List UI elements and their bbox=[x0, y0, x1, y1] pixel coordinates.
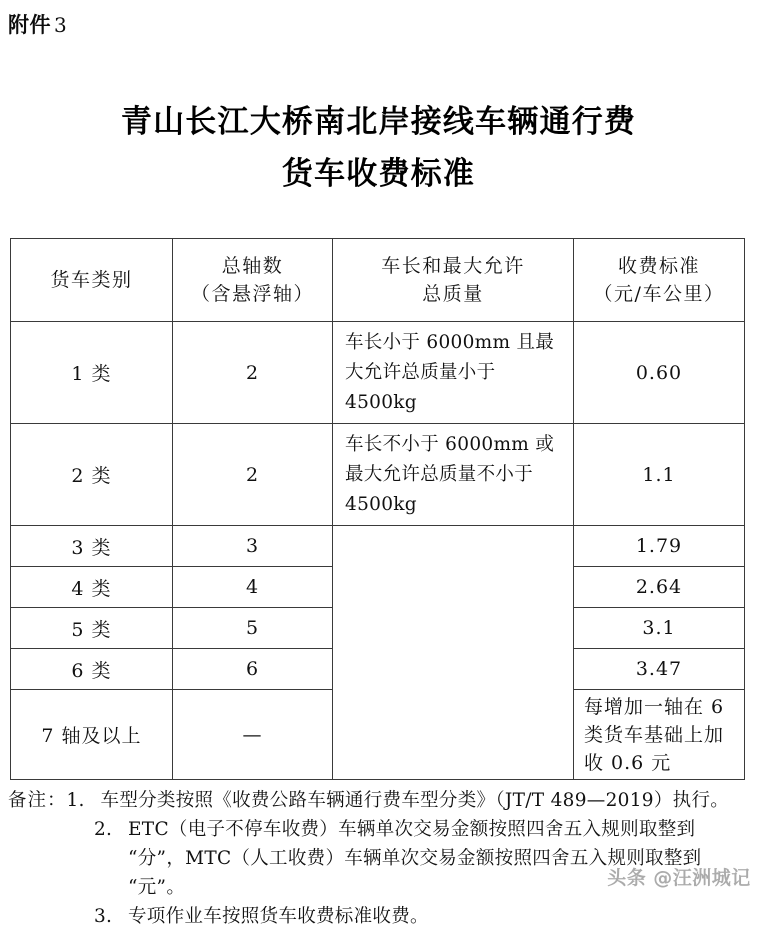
cell-rate: 3.47 bbox=[574, 649, 745, 690]
cell-rate: 1.1 bbox=[574, 424, 745, 526]
remarks-label: 备注： bbox=[8, 790, 67, 811]
remark-text-2-continued-1: “分”，MTC（人工收费）车辆单次交易金额按照四舍五入规则取整到 bbox=[128, 848, 702, 869]
remark-number-3: 3. bbox=[94, 906, 113, 927]
truck-toll-rate-table bbox=[10, 238, 745, 780]
cell-axles: 4 bbox=[173, 567, 333, 608]
column-header-dimensions-line-1: 车长和最大允许 bbox=[381, 255, 525, 277]
column-header-axles-line-2: （含悬浮轴） bbox=[190, 283, 314, 305]
column-header-category-line-1: 货车类别 bbox=[50, 269, 133, 291]
cell-category: 1 类 bbox=[11, 322, 173, 424]
page-title-line-1: 青山长江大桥南北岸接线车辆通行费 bbox=[120, 104, 637, 140]
column-header-rate-line-1: 收费标准 bbox=[617, 255, 700, 277]
cell-description: 车长不小于 6000mm 或最大允许总质量不小于 4500kg bbox=[333, 424, 574, 526]
cell-axles: 3 bbox=[173, 526, 333, 567]
cell-axles: 6 bbox=[173, 649, 333, 690]
cell-rate: 1.79 bbox=[574, 526, 745, 567]
cell-description: 车长小于 6000mm 且最大允许总质量小于 4500kg bbox=[333, 322, 574, 424]
column-header-category bbox=[11, 239, 173, 322]
remark-number-2: 2. bbox=[94, 819, 113, 840]
attachment-label-text: 附件 bbox=[8, 13, 51, 37]
remark-text-2: ETC（电子不停车收费）车辆单次交易金额按照四舍五入规则取整到 bbox=[128, 819, 696, 840]
column-header-axles bbox=[173, 239, 333, 322]
cell-category: 4 类 bbox=[11, 567, 173, 608]
remark-item-3 bbox=[8, 902, 753, 931]
attachment-label bbox=[8, 9, 67, 39]
cell-category: 7 轴及以上 bbox=[11, 690, 173, 780]
remark-text-1: 车型分类按照《收费公路车辆通行费车型分类》（JT/T 489—2019）执行。 bbox=[100, 790, 730, 811]
remark-item-2 bbox=[8, 815, 753, 844]
column-header-axles-line-1: 总轴数 bbox=[221, 255, 284, 277]
remark-item-1 bbox=[8, 786, 753, 815]
cell-axles: 5 bbox=[173, 608, 333, 649]
cell-rate: 2.64 bbox=[574, 567, 745, 608]
remark-text-2-continued-2: “元”。 bbox=[128, 877, 186, 898]
watermark: 头条 @汪洲城记 bbox=[607, 867, 751, 889]
cell-axles: 2 bbox=[173, 322, 333, 424]
cell-description-merged-blank bbox=[333, 526, 574, 780]
cell-rate: 每增加一轴在 6 类货车基础上加收 0.6 元 bbox=[574, 690, 745, 780]
remarks-section bbox=[8, 786, 753, 931]
cell-rate: 3.1 bbox=[574, 608, 745, 649]
column-header-rate bbox=[574, 239, 745, 322]
remark-text-3: 专项作业车按照货车收费标准收费。 bbox=[128, 906, 429, 927]
remark-number-1: 1. bbox=[66, 790, 85, 811]
cell-category: 5 类 bbox=[11, 608, 173, 649]
column-header-rate-line-2: （元/车公里） bbox=[593, 283, 725, 305]
cell-axles: 2 bbox=[173, 424, 333, 526]
cell-axles: — bbox=[173, 690, 333, 780]
cell-rate: 0.60 bbox=[574, 322, 745, 424]
table-row bbox=[11, 526, 745, 567]
column-header-dimensions-line-2: 总质量 bbox=[422, 283, 484, 305]
table-row bbox=[11, 322, 745, 424]
cell-category: 2 类 bbox=[11, 424, 173, 526]
page-title bbox=[0, 96, 757, 200]
column-header-dimensions bbox=[333, 239, 574, 322]
cell-category: 3 类 bbox=[11, 526, 173, 567]
cell-category: 6 类 bbox=[11, 649, 173, 690]
page-title-line-2: 货车收费标准 bbox=[281, 156, 476, 192]
table-row bbox=[11, 424, 745, 526]
table-header-row bbox=[11, 239, 745, 322]
attachment-number: 3 bbox=[54, 13, 68, 37]
